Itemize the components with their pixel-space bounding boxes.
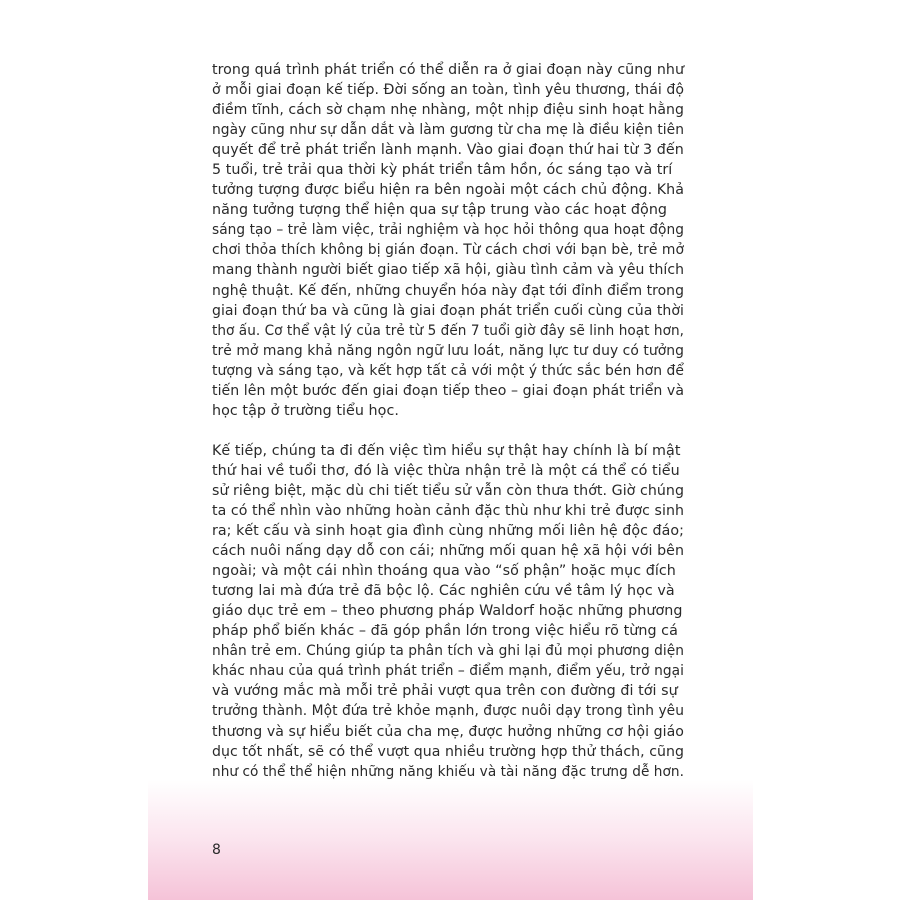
text-line: như có thể thể hiện những năng khiếu và tài năng đặc trưng dễ hơn.	[212, 763, 684, 780]
text-line: ngoài; và một cái nhìn thoáng qua vào “số phận” hoặc mục đích	[212, 563, 676, 580]
text-line: giáo dục trẻ em – theo phương pháp Waldorf hoặc những phương	[212, 603, 683, 620]
text-line: thứ hai về tuổi thơ, đó là việc thừa nhận trẻ là một cá thể có tiểu	[212, 462, 680, 479]
text-line: dục tốt nhất, sẽ có thể vượt qua nhiều trường hợp thử thách, cũng	[212, 743, 684, 760]
book-page	[148, 30, 753, 900]
text-line: năng tưởng tượng thể hiện qua sự tập trung vào các hoạt động	[212, 202, 668, 219]
text-line: nhân trẻ em. Chúng giúp ta phân tích và ghi lại đủ mọi phương diện	[212, 643, 684, 660]
text-line: giai đoạn thứ ba và cũng là giai đoạn phát triển cuối cùng của thời	[212, 302, 684, 319]
text-line: chơi thỏa thích không bị gián đoạn. Từ cách chơi với bạn bè, trẻ mở	[212, 242, 684, 259]
text-line: sử riêng biệt, mặc dù chi tiết tiểu sử vẫn còn thưa thớt. Giờ chúng	[212, 482, 684, 499]
text-line: học tập ở trường tiểu học.	[212, 402, 399, 419]
text-line: mang thành người biết giao tiếp xã hội, giàu tình cảm và yêu thích	[212, 262, 684, 279]
text-line: quyết để trẻ phát triển lành mạnh. Vào giai đoạn thứ hai từ 3 đến	[212, 142, 684, 159]
text-line: điềm tĩnh, cách sờ chạm nhẹ nhàng, một nhịp điệu sinh hoạt hằng	[212, 102, 684, 119]
body-text	[212, 60, 684, 782]
text-line: tượng và sáng tạo, và kết hợp tất cả với một ý thức sắc bén hơn để	[212, 362, 684, 379]
text-line: nghệ thuật. Kế đến, những chuyển hóa này đạt tới đỉnh điểm trong	[212, 282, 684, 299]
text-line: thương và sự hiểu biết của cha mẹ, được hưởng những cơ hội giáo	[212, 723, 684, 740]
text-line: 5 tuổi, trẻ trải qua thời kỳ phát triển tâm hồn, óc sáng tạo và trí	[212, 162, 673, 179]
text-line: khác nhau của quá trình phát triển – điểm mạnh, điểm yếu, trở ngại	[212, 663, 684, 680]
text-line: trẻ mở mang khả năng ngôn ngữ lưu loát, năng lực tư duy có tưởng	[212, 342, 684, 359]
paragraph-2	[212, 441, 684, 782]
text-line: Kế tiếp, chúng ta đi đến việc tìm hiểu sự thật hay chính là bí mật	[212, 442, 681, 459]
text-line: ngày cũng như sự dẫn dắt và làm gương từ cha mẹ là điều kiện tiên	[212, 122, 684, 139]
text-line: tưởng tượng được biểu hiện ra bên ngoài một cách chủ động. Khả	[212, 182, 684, 199]
text-line: trong quá trình phát triển có thể diễn ra ở giai đoạn này cũng như	[212, 62, 684, 78]
text-line: tương lai mà đứa trẻ đã bộc lộ. Các nghiên cứu về tâm lý học và	[212, 583, 675, 600]
text-line: ra; kết cấu và sinh hoạt gia đình cùng những mối liên hệ độc đáo;	[212, 523, 684, 540]
text-line: ở mỗi giai đoạn kế tiếp. Đời sống an toàn, tình yêu thương, thái độ	[212, 82, 684, 99]
text-line: ta có thể nhìn vào những hoàn cảnh đặc thù như khi trẻ được sinh	[212, 502, 684, 519]
text-line: sáng tạo – trẻ làm việc, trải nghiệm và học hỏi thông qua hoạt động	[212, 222, 684, 239]
text-line: thơ ấu. Cơ thể vật lý của trẻ từ 5 đến 7 tuổi giờ đây sẽ linh hoạt hơn,	[212, 322, 684, 339]
text-line: tiến lên một bước đến giai đoạn tiếp theo – giai đoạn phát triển và	[212, 382, 684, 399]
text-line: trưởng thành. Một đứa trẻ khỏe mạnh, được nuôi dạy trong tình yêu	[212, 703, 684, 720]
text-line: cách nuôi nấng dạy dỗ con cái; những mối quan hệ xã hội với bên	[212, 543, 684, 560]
paragraph-gap	[212, 421, 684, 441]
paragraph-1	[212, 60, 684, 421]
page-number: 8	[212, 842, 221, 858]
text-line: và vướng mắc mà mỗi trẻ phải vượt qua trên con đường đi tới sự	[212, 683, 678, 700]
text-line: pháp phổ biến khác – đã góp phần lớn trong việc hiểu rõ từng cá	[212, 623, 678, 640]
